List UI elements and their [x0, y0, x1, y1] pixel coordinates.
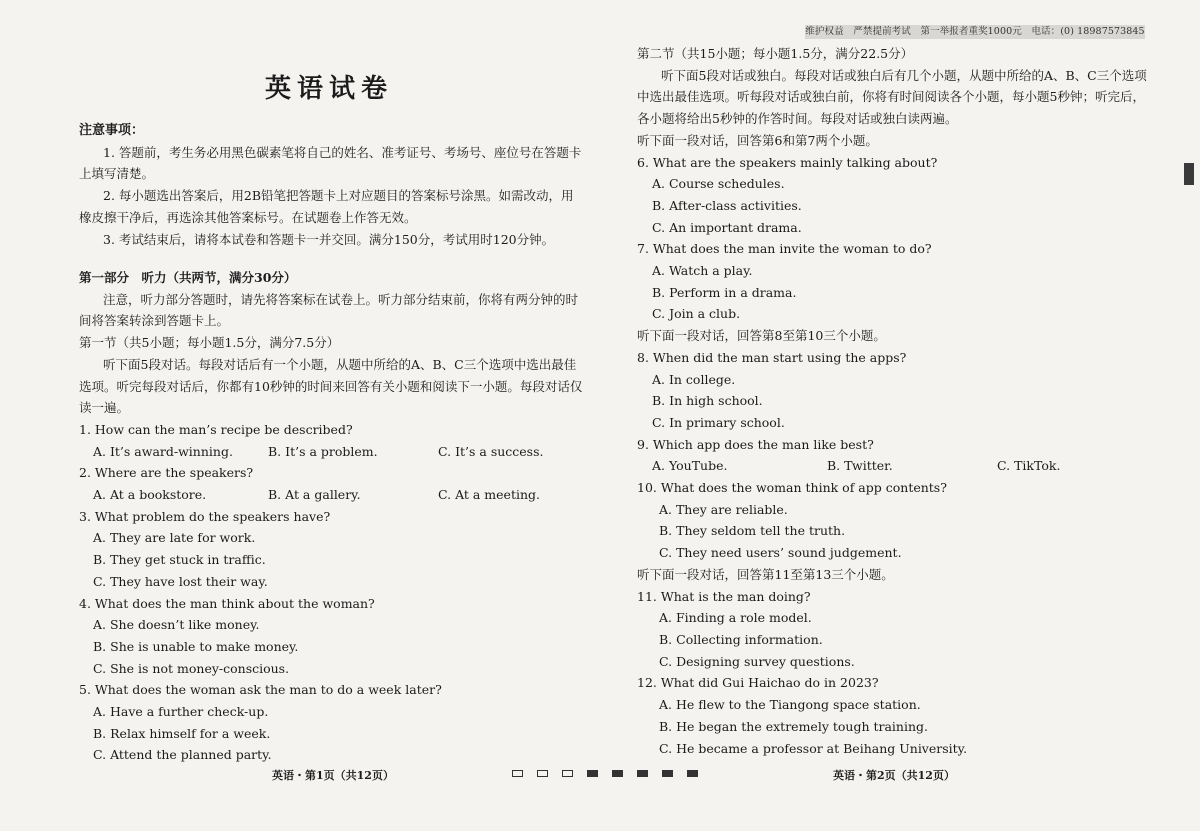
notice-section	[79, 120, 584, 250]
header-notice-strip: 维护权益 严禁提前考试 第一举报者重奖1000元 电话：(0) 18987573845	[805, 26, 1145, 37]
dialogue-prompt: 听下面一段对话，回答第6和第7两个小题。	[637, 132, 878, 148]
option-row	[79, 441, 584, 463]
question-stem: 3. What problem do the speakers have?	[79, 508, 331, 524]
part1-heading: 第一部分 听力（共两节，满分30分）	[79, 270, 297, 285]
question-stem: 2. Where are the speakers?	[79, 465, 254, 481]
answer-option: B. They seldom tell the truth.	[659, 523, 846, 539]
answer-option: B. Perform in a drama.	[652, 284, 797, 300]
question-stem: 7. What does the man invite the woman to do?	[637, 241, 932, 257]
scan-mark-filled	[637, 770, 648, 777]
answer-option: B. She is unable to make money.	[93, 638, 299, 654]
answer-option: A. She doesn’t like money.	[93, 617, 260, 633]
question-stem: 8. When did the man start using the apps?	[637, 349, 907, 365]
scan-mark-filled	[612, 770, 623, 777]
answer-option: C. Join a club.	[652, 306, 741, 322]
answer-option: B. In high school.	[652, 393, 763, 409]
part1-note: 注意，听力部分答题时，请先将答案标在试卷上。听力部分结束前，你将有两分钟的时间将答案转涂到答题卡上。	[79, 291, 579, 329]
notice-item: 2. 每小题选出答案后，用2B铅笔把答题卡上对应题目的答案标号涂黑。如需改动，用橡皮擦干净后，再选涂其他答案标号。在试题卷上作答无效。	[79, 188, 574, 225]
part1-section2	[637, 43, 1147, 759]
answer-option: C. They need users’ sound judgement.	[659, 545, 902, 561]
right-question-list	[637, 130, 1147, 759]
left-question-list	[79, 419, 584, 766]
scan-mark-open	[512, 770, 523, 777]
answer-option: A. They are late for work.	[93, 530, 256, 546]
scan-mark-filled	[687, 770, 698, 777]
answer-option: C. An important drama.	[652, 219, 802, 235]
option-row	[637, 455, 1147, 477]
question-stem: 11. What is the man doing?	[637, 588, 811, 604]
answer-option: C. They have lost their way.	[93, 573, 268, 589]
scan-marks	[512, 770, 698, 777]
answer-option: B. Relax himself for a week.	[93, 725, 271, 741]
answer-option: A. Finding a role model.	[659, 610, 812, 626]
answer-option: B. After-class activities.	[652, 197, 802, 213]
answer-option: C. TikTok.	[997, 458, 1061, 474]
scan-mark-open	[537, 770, 548, 777]
question-stem: 9. Which app does the man like best?	[637, 436, 874, 452]
section1-instruction: 听下面5段对话。每段对话后有一个小题，从题中所给的A、B、C三个选项中选出最佳选项。听完每段对话后，你都有10秒钟的时间来回答有关小题和阅读下一小题。每段对话仅读一遍。	[79, 356, 583, 416]
answer-option: B. Collecting information.	[659, 631, 823, 647]
question-stem: 6. What are the speakers mainly talking about?	[637, 154, 938, 170]
answer-option: C. He became a professor at Beihang University.	[659, 740, 968, 756]
scan-mark-filled	[587, 770, 598, 777]
answer-option: C. It’s a success.	[438, 443, 544, 459]
answer-option: B. At a gallery.	[268, 487, 361, 503]
answer-option: B. They get stuck in traffic.	[93, 552, 266, 568]
scan-mark-filled	[662, 770, 673, 777]
section2-heading: 第二节（共15小题；每小题1.5分，满分22.5分）	[637, 46, 914, 61]
answer-option: A. In college.	[652, 371, 736, 387]
answer-option: A. YouTube.	[652, 458, 728, 474]
answer-option: A. Course schedules.	[652, 176, 785, 192]
dialogue-prompt: 听下面一段对话，回答第8至第10三个小题。	[637, 328, 886, 344]
answer-option: A. Watch a play.	[652, 263, 753, 279]
answer-option: B. He began the extremely tough training.	[659, 718, 929, 734]
notice-item: 3. 考试结束后，请将本试卷和答题卡一并交回。满分150分，考试用时120分钟。	[103, 231, 555, 247]
exam-title: 英语试卷	[265, 74, 394, 104]
answer-option: C. At a meeting.	[438, 487, 540, 503]
answer-option: C. Attend the planned party.	[93, 747, 272, 763]
part1-listening	[79, 267, 584, 766]
question-stem: 4. What does the man think about the woman?	[79, 595, 375, 611]
answer-option: A. At a bookstore.	[93, 487, 207, 503]
answer-option: B. Twitter.	[827, 458, 893, 474]
scan-mark-open	[562, 770, 573, 777]
answer-option: A. Have a further check-up.	[93, 704, 269, 720]
answer-option: A. They are reliable.	[659, 501, 788, 517]
answer-option: A. It’s award-winning.	[93, 443, 233, 459]
dialogue-prompt: 听下面一段对话，回答第11至第13三个小题。	[637, 566, 894, 582]
answer-option: A. He flew to the Tiangong space station.	[659, 697, 921, 713]
notice-heading: 注意事项：	[79, 123, 145, 138]
section2-instruction: 听下面5段对话或独白。每段对话或独白后有几个小题，从题中所给的A、B、C三个选项中选出最佳选项。听每段对话或独白前，你将有时间阅读各个小题，每小题5秒钟；听完后，各小题将给出5秒钟的作答时间。每段对话或独白读两遍。	[637, 67, 1147, 127]
answer-option: B. It’s a problem.	[268, 443, 378, 459]
question-stem: 10. What does the woman think of app contents?	[637, 480, 947, 496]
option-row	[79, 484, 584, 506]
section1-heading: 第一节（共5小题；每小题1.5分，满分7.5分）	[79, 335, 340, 351]
question-stem: 5. What does the woman ask the man to do a week later?	[79, 682, 442, 698]
question-stem: 12. What did Gui Haichao do in 2023?	[637, 675, 879, 691]
notice-item: 1. 答题前，考生务必用黑色碳素笔将自己的姓名、准考证号、考场号、座位号在答题卡上填写清楚。	[79, 144, 582, 182]
question-stem: 1. How can the man’s recipe be described?	[79, 421, 353, 437]
answer-option: C. She is not money-conscious.	[93, 660, 290, 676]
page-footer-left: 英语・第1页（共12页）	[272, 769, 394, 782]
page-footer-right: 英语・第2页（共12页）	[833, 769, 955, 782]
answer-option: C. In primary school.	[652, 414, 785, 430]
answer-option: C. Designing survey questions.	[659, 653, 855, 669]
